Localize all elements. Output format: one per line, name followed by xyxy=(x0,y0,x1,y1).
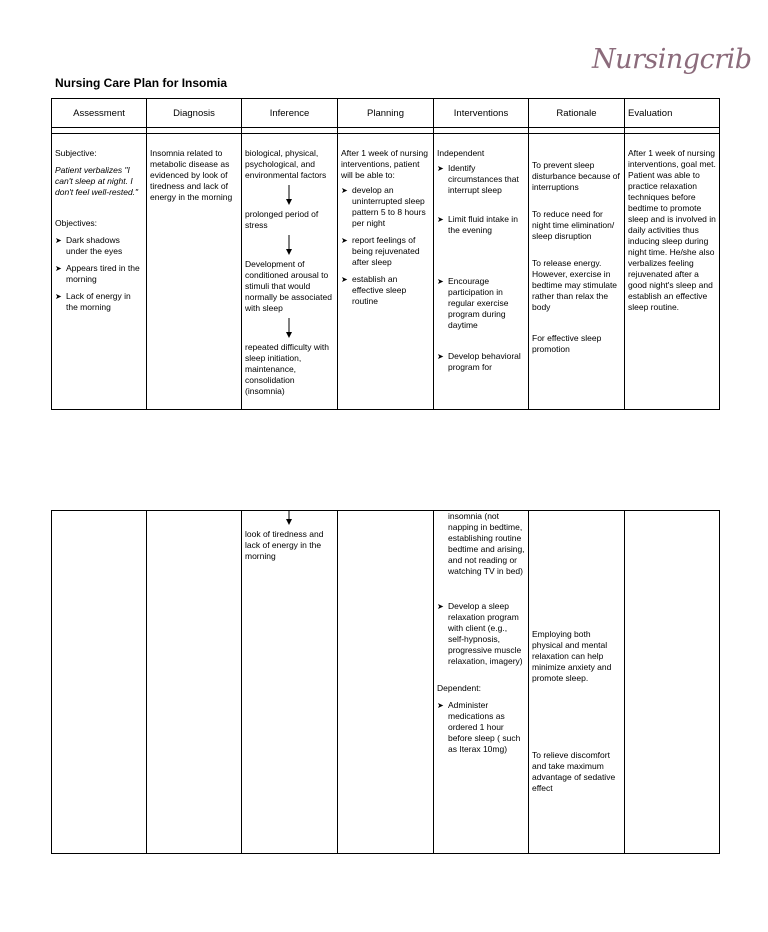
subjective-label: Subjective: xyxy=(55,148,97,158)
list-item: ➤ Identify circumstances that interrupt sleep xyxy=(437,163,519,195)
list-item: ➤ report feelings of being rejuvenated after sleep xyxy=(341,235,420,267)
table-body-row xyxy=(52,511,720,854)
inference-step: look of tiredness and lack of energy in the morning xyxy=(245,529,324,561)
objectives-label: Objectives: xyxy=(55,218,98,228)
bullet-icon: ➤ xyxy=(437,602,444,611)
list-item: ➤ develop an uninterrupted sleep pattern 5 to 8 hours per night xyxy=(341,185,426,228)
diagnosis-text: Insomnia related to metabolic disease as evidenced by look of tiredness and lack of energy in the morning xyxy=(150,148,233,202)
bullet-icon: ➤ xyxy=(341,275,348,284)
list-item: ➤ Administer medications as ordered 1 hour before sleep ( such as Iterax 10mg) xyxy=(437,700,521,754)
document-title: Nursing Care Plan for Insomia xyxy=(55,76,228,90)
rationale-text: To relieve discomfort and take maximum advantage of sedative effect xyxy=(532,750,616,793)
list-item: ➤ Encourage participation in regular exercise program during daytime xyxy=(437,276,509,330)
planning-intro: After 1 week of nursing interventions, patient will be able to: xyxy=(341,148,428,180)
list-item: ➤ Develop a sleep relaxation program with client (e.g., self-hypnosis, progressive muscle relaxation, imagery) xyxy=(437,601,523,666)
header-assessment: Assessment xyxy=(52,99,147,128)
rationale-text: To release energy. However, exercise in bedtime may stimulate rather than relax the body xyxy=(532,258,618,312)
inference-step: prolonged period of stress xyxy=(245,209,319,230)
list-item: ➤ Develop behavioral program for xyxy=(437,351,521,372)
rationale-cell xyxy=(529,511,625,854)
dependent-label: Dependent: xyxy=(437,683,481,693)
bullet-icon: ➤ xyxy=(341,236,348,245)
inference-step: Development of conditioned arousal to stimuli that would normally be associated with sleep xyxy=(245,259,332,313)
bullet-icon: ➤ xyxy=(437,277,444,286)
header-inference: Inference xyxy=(242,99,338,128)
header-planning: Planning xyxy=(338,99,434,128)
assessment-cell xyxy=(52,134,147,410)
down-arrow-icon xyxy=(285,235,293,255)
nursingcrib-logo: Nursingcrib xyxy=(592,44,752,75)
planning-cell xyxy=(338,134,434,410)
evaluation-cell xyxy=(625,134,720,410)
evaluation-cell xyxy=(625,511,720,854)
down-arrow-icon xyxy=(285,318,293,338)
down-arrow-icon xyxy=(285,511,293,525)
interventions-cell xyxy=(434,134,529,410)
rationale-text: Employing both physical and mental relaxation can help minimize anxiety and promote sleep. xyxy=(532,629,612,683)
list-item: ➤ Dark shadows under the eyes xyxy=(55,235,123,256)
header-evaluation: Evaluation xyxy=(625,99,720,128)
independent-label: Independent xyxy=(437,148,485,158)
bullet-icon: ➤ xyxy=(437,164,444,173)
header-rationale: Rationale xyxy=(529,99,625,128)
table-header-row xyxy=(52,99,720,128)
rationale-text: For effective sleep promotion xyxy=(532,333,602,354)
rationale-cell xyxy=(529,134,625,410)
bullet-icon: ➤ xyxy=(55,292,62,301)
list-item: ➤ Limit fluid intake in the evening xyxy=(437,214,518,235)
list-item: ➤ establish an effective sleep routine xyxy=(341,274,407,306)
diagnosis-cell xyxy=(147,511,242,854)
assessment-cell xyxy=(52,511,147,854)
down-arrow-icon xyxy=(285,185,293,205)
care-plan-table-continued xyxy=(51,510,720,854)
inference-step: biological, physical, psychological, and environmental factors xyxy=(245,148,327,180)
interventions-cell xyxy=(434,511,529,854)
rationale-text: To prevent sleep disturbance because of interruptions xyxy=(532,160,620,192)
rationale-text: To reduce need for night time elimination/ sleep disruption xyxy=(532,209,615,241)
bullet-icon: ➤ xyxy=(437,215,444,224)
table-body-row xyxy=(52,134,720,410)
inference-cell xyxy=(242,511,338,854)
planning-cell xyxy=(338,511,434,854)
evaluation-text: After 1 week of nursing interventions, goal met. Patient was able to practice relaxation techniques before bedtime to promote sleep and is involved in daily activities thus inducing sleep during night time. He/she also verbalizes feeling rejuvenated after a good night's sleep and establish an effective sleep routine. xyxy=(628,148,716,312)
subjective-quote: Patient verbalizes "I can't sleep at night. I don't feel well-rested." xyxy=(55,165,139,197)
bullet-icon: ➤ xyxy=(437,701,444,710)
intervention-continued: insomnia (not napping in bedtime, establishing routine bedtime and arising, and not reading or watching TV in bed) xyxy=(448,511,525,576)
bullet-icon: ➤ xyxy=(341,186,348,195)
bullet-icon: ➤ xyxy=(437,352,444,361)
bullet-icon: ➤ xyxy=(55,264,62,273)
header-diagnosis: Diagnosis xyxy=(147,99,242,128)
bullet-icon: ➤ xyxy=(55,236,62,245)
list-item: ➤ Lack of energy in the morning xyxy=(55,291,131,312)
header-interventions: Interventions xyxy=(434,99,529,128)
inference-cell xyxy=(242,134,338,410)
diagnosis-cell xyxy=(147,134,242,410)
inference-step: repeated difficulty with sleep initiation, maintenance, consolidation (insomnia) xyxy=(245,342,329,396)
care-plan-table xyxy=(51,98,720,410)
list-item: ➤ Appears tired in the morning xyxy=(55,263,140,284)
